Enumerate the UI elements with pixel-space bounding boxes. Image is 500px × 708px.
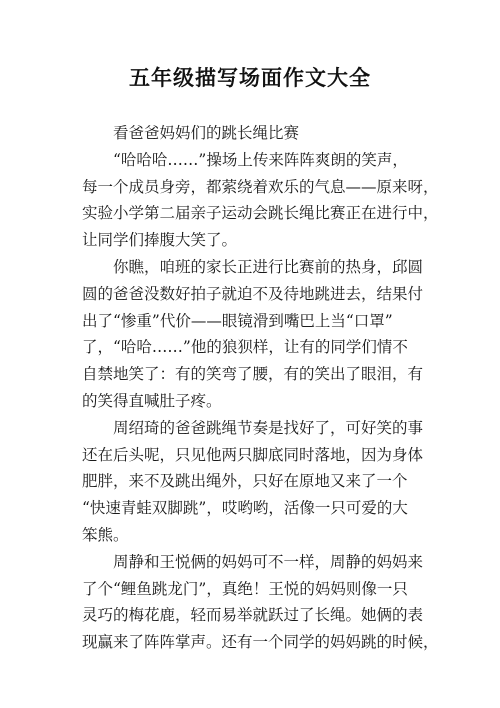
subtitle-line: 看爸爸妈妈们的跳长绳比赛 (113, 124, 300, 142)
paragraph-1-line-4: 让同学们捧腹大笑了。 (82, 231, 238, 250)
article-body (82, 120, 439, 656)
paragraph-3-line-5: 笨熊。 (82, 525, 129, 544)
paragraph-2-line-4: 了，“哈哈……”他的狼狈样，让有的同学们情不 (82, 338, 408, 357)
paragraph-2-line-3: 出了“惨重”代价——眼镜滑到嘴巴上当“口罩” (82, 311, 393, 330)
paragraph-3-line-1: 周绍琦的爸爸跳绳节奏是找好了，可好笑的事 (113, 418, 424, 437)
paragraph-4-line-3: 灵巧的梅花鹿，轻而易举就跃过了长绳。她俩的表 (82, 606, 424, 625)
paragraph-3-line-4: “快速青蛙双脚跳”，哎哟哟，活像一只可爱的大 (82, 499, 408, 518)
paragraph-2-line-6: 的笑得直喊肚子疼。 (82, 391, 222, 410)
paragraph-3-line-2: 还在后头呢，只见他两只脚底同时落地，因为身体 (82, 445, 424, 464)
paragraph-2-line-2: 圆的爸爸没数好拍子就迫不及待地跳进去，结果付 (82, 284, 424, 303)
paragraph-2-line-1: 你瞧，咱班的家长正进行比赛前的热身，邱圆 (113, 257, 424, 276)
paragraph-1-line-1: “哈哈哈……”操场上传来阵阵爽朗的笑声， (113, 150, 408, 169)
paragraph-1-line-2: 每一个成员身旁，都萦绕着欢乐的气息——原来呀， (82, 177, 439, 196)
paragraph-2-line-5: 自禁地笑了：有的笑弯了腰，有的笑出了眼泪，有 (82, 365, 424, 384)
paragraph-4-line-4: 现赢来了阵阵掌声。还有一个同学的妈妈跳的时候， (82, 633, 439, 652)
paragraph-3-line-3: 肥胖，来不及跳出绳外，只好在原地又来了一个 (82, 472, 408, 491)
paragraph-4-line-2: 了个“鲤鱼跳龙门”，真绝！王悦的妈妈则像一只 (82, 579, 408, 598)
paragraph-1-line-3: 实验小学第二届亲子运动会跳长绳比赛正在进行中， (82, 204, 439, 223)
document-title: 五年级描写场面作文大全 (129, 66, 371, 90)
paragraph-4-line-1: 周静和王悦俩的妈妈可不一样，周静的妈妈来 (113, 552, 424, 571)
